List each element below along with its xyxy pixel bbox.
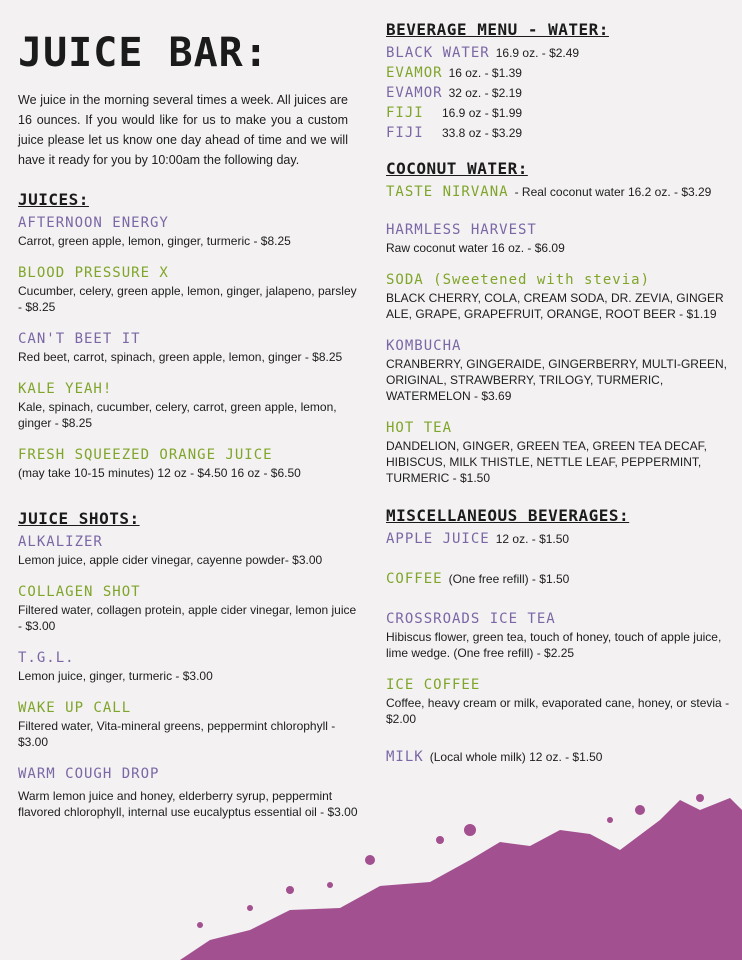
- menu-item: [386, 418, 731, 486]
- page-title: JUICE BAR:: [18, 30, 269, 76]
- item-name: WAKE UP CALL: [18, 700, 132, 716]
- item-desc: (may take 10-15 minutes) 12 oz - $4.50 16 oz - $6.50: [18, 466, 301, 480]
- menu-item: [386, 123, 731, 143]
- item-desc: (One free refill) - $1.50: [448, 572, 570, 586]
- coconut-water-heading: COCONUT WATER:: [386, 159, 528, 178]
- menu-item: [386, 43, 731, 63]
- item-name: HARMLESS HARVEST: [386, 222, 537, 238]
- item-desc: Raw coconut water 16 oz. - $6.09: [386, 241, 565, 255]
- menu-item: [18, 379, 358, 431]
- item-desc: Cucumber, celery, green apple, lemon, ginger, jalapeno, parsley - $8.25: [18, 284, 357, 314]
- menu-item: [18, 582, 358, 634]
- menu-item: [18, 329, 358, 365]
- right-column: [386, 20, 731, 781]
- coconut-list: [386, 182, 731, 486]
- item-name: TASTE NIRVANA: [386, 184, 509, 200]
- item-desc: 16.9 oz - $1.99: [442, 106, 523, 120]
- menu-item: [386, 220, 731, 256]
- item-name: CAN'T BEET IT: [18, 331, 141, 347]
- item-name: WARM COUGH DROP: [18, 766, 160, 782]
- item-name: FIJI: [386, 125, 424, 141]
- item-desc: Kale, spinach, cucumber, celery, carrot, green apple, lemon, ginger - $8.25: [18, 400, 337, 430]
- menu-item: [386, 529, 731, 549]
- item-desc: Filtered water, Vita-mineral greens, peppermint chlorophyll - $3.00: [18, 719, 336, 749]
- item-desc: Filtered water, collagen protein, apple cider vinegar, lemon juice - $3.00: [18, 603, 357, 633]
- menu-item: [18, 263, 358, 315]
- water-list: [386, 43, 731, 143]
- item-name: BLOOD PRESSURE X: [18, 265, 169, 281]
- item-name: FIJI: [386, 105, 424, 121]
- item-name: MILK: [386, 749, 424, 765]
- menu-item: [18, 445, 358, 481]
- juices-list: [18, 213, 358, 481]
- menu-item: [386, 270, 731, 322]
- item-desc: Lemon juice, apple cider vinegar, cayenne powder- $3.00: [18, 553, 323, 567]
- misc-list: [386, 529, 731, 767]
- item-desc: Red beet, carrot, spinach, green apple, lemon, ginger - $8.25: [18, 350, 343, 364]
- item-desc: 12 oz. - $1.50: [495, 532, 570, 546]
- item-name: ICE COFFEE: [386, 677, 481, 693]
- item-name: KALE YEAH!: [18, 381, 113, 397]
- item-desc: 33.8 oz - $3.29: [442, 126, 523, 140]
- item-name: EVAMOR: [386, 85, 443, 101]
- item-desc: Hibiscus flower, green tea, touch of honey, touch of apple juice, lime wedge. (One free refill) - $2.25: [386, 630, 722, 660]
- menu-item: [18, 648, 358, 684]
- item-desc: 16 oz. - $1.39: [448, 66, 522, 80]
- menu-item: [386, 747, 731, 767]
- item-name: HOT TEA: [386, 420, 453, 436]
- item-name: ALKALIZER: [18, 534, 103, 550]
- item-name: SODA (Sweetened with stevia): [386, 272, 651, 288]
- paint-splash-decoration: [140, 790, 742, 960]
- menu-item: [386, 609, 731, 661]
- item-name: BLACK WATER: [386, 45, 490, 61]
- water-heading: BEVERAGE MENU - WATER:: [386, 20, 609, 39]
- juice-shots-heading: JUICE SHOTS:: [18, 509, 140, 528]
- juice-shots-list: [18, 532, 358, 820]
- intro-text: We juice in the morning several times a week. All juices are 16 ounces. If you would like for us to make you a custom juice please let us know one day ahead of time and we will have it ready for you by 10:00am the following day.: [18, 93, 348, 167]
- left-column: [18, 22, 358, 834]
- menu-item: [18, 532, 358, 568]
- item-desc: 32 oz. - $2.19: [448, 86, 522, 100]
- item-name: FRESH SQUEEZED ORANGE JUICE: [18, 447, 273, 463]
- menu-item: [386, 336, 731, 404]
- item-name: T.G.L.: [18, 650, 75, 666]
- menu-item: [386, 63, 731, 83]
- item-name: COLLAGEN SHOT: [18, 584, 141, 600]
- menu-item: [386, 569, 731, 589]
- item-desc: Carrot, green apple, lemon, ginger, turmeric - $8.25: [18, 234, 291, 248]
- item-desc: DANDELION, GINGER, GREEN TEA, GREEN TEA DECAF, HIBISCUS, MILK THISTLE, NETTLE LEAF, PEPPERMINT, TURMERIC - $1.50: [386, 439, 707, 485]
- item-name: APPLE JUICE: [386, 531, 490, 547]
- item-name: CROSSROADS ICE TEA: [386, 611, 556, 627]
- item-name: EVAMOR: [386, 65, 443, 81]
- item-desc: (Local whole milk) 12 oz. - $1.50: [429, 750, 603, 764]
- juices-heading: JUICES:: [18, 190, 89, 209]
- item-desc: CRANBERRY, GINGERAIDE, GINGERBERRY, MULTI-GREEN, ORIGINAL, STRAWBERRY, TRILOGY, TURMERIC, WATERMELON - $3.69: [386, 357, 727, 403]
- item-desc: BLACK CHERRY, COLA, CREAM SODA, DR. ZEVIA, GINGER ALE, GRAPE, GRAPEFRUIT, ORANGE, ROOT BEER - $1.19: [386, 291, 724, 321]
- menu-item: [386, 103, 731, 123]
- misc-beverages-heading: MISCELLANEOUS BEVERAGES:: [386, 506, 630, 525]
- menu-item: [18, 698, 358, 750]
- menu-item: [18, 213, 358, 249]
- menu-item: [386, 83, 731, 103]
- item-desc: Lemon juice, ginger, turmeric - $3.00: [18, 669, 213, 683]
- menu-item: [386, 182, 731, 202]
- item-name: COFFEE: [386, 571, 443, 587]
- menu-item: [386, 675, 731, 727]
- item-desc: Warm lemon juice and honey, elderberry syrup, peppermint flavored chlorophyll, internal use eucalyptus essential oil - $3.00: [18, 789, 358, 819]
- item-desc: 16.9 oz. - $2.49: [495, 46, 580, 60]
- item-desc: Coffee, heavy cream or milk, evaporated cane, honey, or stevia - $2.00: [386, 696, 730, 726]
- item-desc: - Real coconut water 16.2 oz. - $3.29: [514, 185, 712, 199]
- item-name: AFTERNOON ENERGY: [18, 215, 169, 231]
- item-name: KOMBUCHA: [386, 338, 462, 354]
